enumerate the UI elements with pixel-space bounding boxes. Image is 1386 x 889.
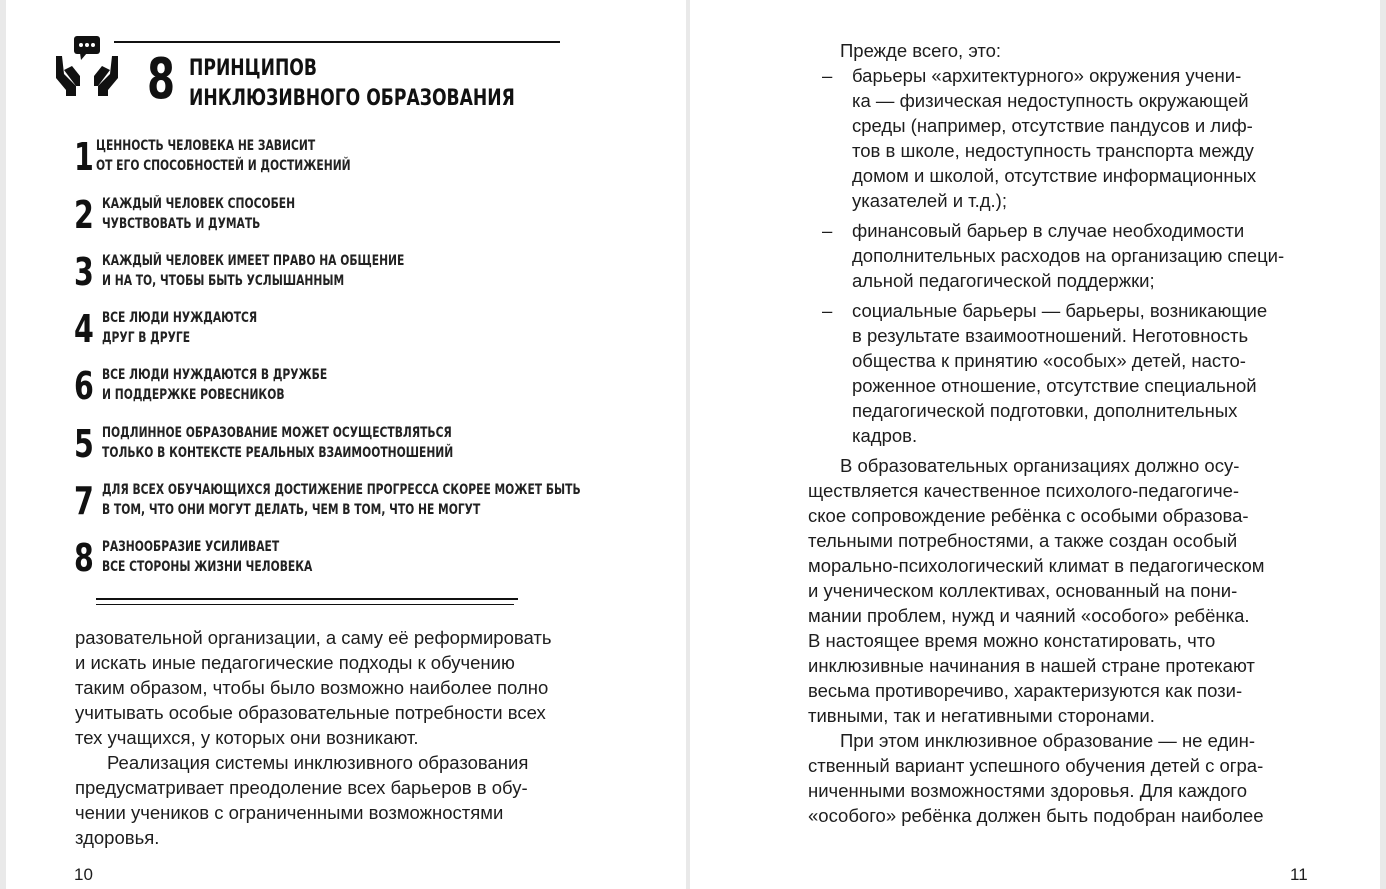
paragraph xyxy=(808,728,1264,828)
bullet-item xyxy=(852,63,1256,213)
page-number: 10 xyxy=(74,865,93,884)
principle-line: ВСЕ СТОРОНЫ ЖИЗНИ ЧЕЛОВЕКА xyxy=(102,559,313,575)
text-line: и искать иные педагогические подходы к обучению xyxy=(75,652,515,673)
principle-number: 5 xyxy=(74,422,94,466)
text-line: ка — физическая недоступность окружающей xyxy=(852,90,1249,111)
principle-text xyxy=(102,251,404,291)
principle-line: ОТ ЕГО СПОСОБНОСТЕЙ И ДОСТИЖЕНИЙ xyxy=(96,158,351,174)
text-line: мании проблем, нужд и чаяний «особого» ребёнка. xyxy=(808,605,1250,626)
principle-line: И ПОДДЕРЖКЕ РОВЕСНИКОВ xyxy=(102,387,285,403)
text-line: ниченными возможностями здоровья. Для каждого xyxy=(808,780,1248,801)
text-line: тивными, так и негативными сторонами. xyxy=(808,705,1155,726)
right-page xyxy=(690,0,1380,889)
text-line: альной педагогической поддержки; xyxy=(852,270,1155,291)
text-line: Прежде всего, это: xyxy=(840,40,1002,61)
text-line: тов в школе, недоступность транспорта между xyxy=(852,140,1254,161)
principle-number: 7 xyxy=(74,479,94,523)
divider-rule xyxy=(96,598,518,600)
bullet-mark: – xyxy=(822,220,833,241)
principle-text xyxy=(102,480,581,520)
text-line: В настоящее время можно констатировать, что xyxy=(808,630,1216,651)
text-line: роженное отношение, отсутствие специальной xyxy=(852,375,1257,396)
header-rule xyxy=(114,41,560,43)
principle-line: ЦЕННОСТЬ ЧЕЛОВЕКА НЕ ЗАВИСИТ xyxy=(96,138,316,154)
paragraph xyxy=(808,453,1264,728)
text-line: барьеры «архитектурного» окружения учени- xyxy=(852,65,1242,86)
text-line: среды (например, отсутствие пандусов и лиф- xyxy=(852,115,1253,136)
text-line: и ученическом коллективах, основанный на пони- xyxy=(808,580,1238,601)
text-line: здоровья. xyxy=(75,827,160,848)
text-line: кадров. xyxy=(852,425,918,446)
text-line: домом и школой, отсутствие информационных xyxy=(852,165,1257,186)
principle-text xyxy=(102,308,257,348)
text-line: ществляется качественное психолого-педагогиче- xyxy=(808,480,1240,501)
text-line: указателей и т.д.); xyxy=(852,190,1007,211)
text-line: дополнительных расходов на организацию специ- xyxy=(852,245,1285,266)
text-line: общества к принятию «особых» детей, насто- xyxy=(852,350,1246,371)
text-line: тех учащихся, у которых они возникают. xyxy=(75,727,419,748)
bullet-mark: – xyxy=(822,300,833,321)
principle-number: 4 xyxy=(74,307,94,351)
text-line: социальные барьеры — барьеры, возникающие xyxy=(852,300,1268,321)
principle-line: РАЗНООБРАЗИЕ УСИЛИВАЕТ xyxy=(102,539,280,555)
principle-line: КАЖДЫЙ ЧЕЛОВЕК ИМЕЕТ ПРАВО НА ОБЩЕНИЕ xyxy=(102,253,405,269)
bullet-item xyxy=(852,218,1284,293)
text-line: в результате взаимоотношений. Неготовность xyxy=(852,325,1249,346)
principle-line: ЧУВСТВОВАТЬ И ДУМАТЬ xyxy=(102,216,261,232)
principle-text xyxy=(96,136,351,176)
principle-line: И НА ТО, ЧТОБЫ БЫТЬ УСЛЫШАННЫМ xyxy=(102,273,345,289)
bullet-mark: – xyxy=(822,65,833,86)
principle-line: В ТОМ, ЧТО ОНИ МОГУТ ДЕЛАТЬ, ЧЕМ В ТОМ, ЧТО НЕ МОГУТ xyxy=(102,502,481,518)
principle-text xyxy=(102,194,295,234)
principle-number: 3 xyxy=(74,250,94,294)
header-big-number: 8 xyxy=(147,47,176,112)
header-title-line1: ПРИНЦИПОВ xyxy=(189,56,317,81)
text-line: При этом инклюзивное образование — не един- xyxy=(840,730,1255,751)
divider-rule xyxy=(96,604,514,605)
text-line: Реализация системы инклюзивного образования xyxy=(107,752,529,773)
principle-number: 1 xyxy=(74,135,94,179)
header-title xyxy=(189,54,515,114)
principle-line: ВСЕ ЛЮДИ НУЖДАЮТСЯ В ДРУЖБЕ xyxy=(102,367,328,383)
principle-line: ДЛЯ ВСЕХ ОБУЧАЮЩИХСЯ ДОСТИЖЕНИЕ ПРОГРЕССА СКОРЕЕ МОЖЕТ БЫТЬ xyxy=(102,482,581,498)
principle-number: 2 xyxy=(74,193,94,237)
text-line: В образовательных организациях должно осу- xyxy=(840,455,1240,476)
text-line: ственный вариант успешного обучения детей с огра- xyxy=(808,755,1264,776)
principle-line: ТОЛЬКО В КОНТЕКСТЕ РЕАЛЬНЫХ ВЗАИМООТНОШЕНИЙ xyxy=(102,445,454,461)
page-number: 11 xyxy=(1290,865,1308,884)
principle-line: ДРУГ В ДРУГЕ xyxy=(102,330,191,346)
text-line: чении учеников с ограниченными возможностями xyxy=(75,802,504,823)
principle-line: КАЖДЫЙ ЧЕЛОВЕК СПОСОБЕН xyxy=(102,196,296,212)
left-page xyxy=(6,0,686,889)
text-line: учитывать особые образовательные потребности всех xyxy=(75,702,546,723)
bullet-item xyxy=(852,298,1267,448)
principle-text xyxy=(102,537,312,577)
principle-text xyxy=(102,365,327,405)
principle-line: ВСЕ ЛЮДИ НУЖДАЮТСЯ xyxy=(102,310,258,326)
intro-line xyxy=(840,38,1001,63)
text-line: «особого» ребёнка должен быть подобран наиболее xyxy=(808,805,1264,826)
text-line: таким образом, чтобы было возможно наиболее полно xyxy=(75,677,549,698)
header-title-line2: ИНКЛЮЗИВНОГО ОБРАЗОВАНИЯ xyxy=(189,86,515,111)
text-line: предусматривает преодоление всех барьеров в обу- xyxy=(75,777,528,798)
text-line: тельными потребностями, а также создан особый xyxy=(808,530,1238,551)
text-line: инклюзивные начинания в нашей стране протекают xyxy=(808,655,1255,676)
text-line: разовательной организации, а саму её реформировать xyxy=(75,627,552,648)
text-line: педагогической подготовки, дополнительных xyxy=(852,400,1238,421)
principle-line: ПОДЛИННОЕ ОБРАЗОВАНИЕ МОЖЕТ ОСУЩЕСТВЛЯТЬСЯ xyxy=(102,425,452,441)
text-line: финансовый барьер в случае необходимости xyxy=(852,220,1245,241)
hands-speech-bubble-icon xyxy=(54,34,120,98)
text-line: морально-психологический климат в педагогическом xyxy=(808,555,1265,576)
text-line: весьма противоречиво, характеризуются как пози- xyxy=(808,680,1243,701)
text-line: ское сопровождение ребёнка с особыми образова- xyxy=(808,505,1249,526)
principle-number: 6 xyxy=(74,364,94,408)
principle-number: 8 xyxy=(74,536,94,580)
left-body-text xyxy=(75,625,551,850)
principle-text xyxy=(102,423,453,463)
